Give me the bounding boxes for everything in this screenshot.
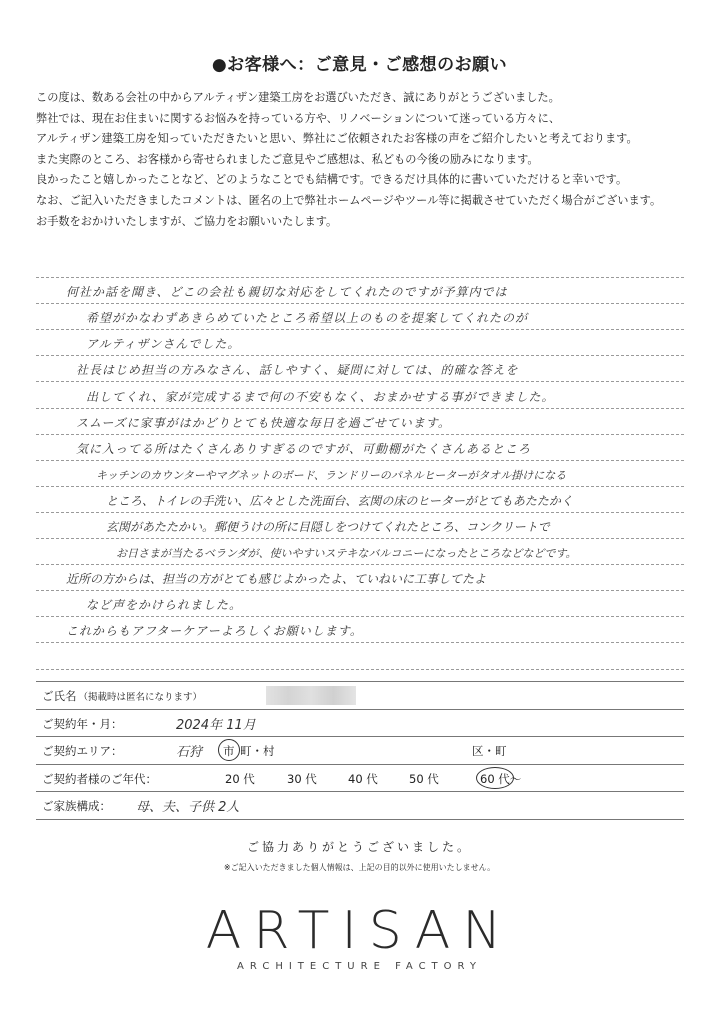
comment-line [36, 643, 684, 669]
comment-line: お日さまが当たるベランダが、使いやすいステキなバルコニーになったところなどなどです。 [36, 539, 684, 565]
selected-circle [218, 739, 240, 761]
contract-value: 2024年 11月 [176, 717, 256, 733]
age-option: 40 代 [348, 771, 378, 786]
logo-sub-text: ARCHITECTURE FACTORY [237, 961, 482, 972]
page-title: ●お客様へ：ご意見・ご感想のお願い [211, 55, 508, 75]
comment-line: 何社か話を聞き、どこの会社も親切な対応をしてくれたのですが予算内では [36, 278, 684, 304]
intro-line: お手数をおかけいたしますが、ご協力をお願いいたします。 [36, 214, 338, 228]
artisan-logo [0, 901, 719, 972]
comment-line: スムーズに家事がはかどりとても快適な毎日を過ごせています。 [36, 409, 684, 435]
comment-line: など声をかけられました。 [36, 591, 684, 617]
thanks-text: ご協力ありがとうございました。 [246, 840, 472, 854]
area-label: ご契約エリア： [42, 744, 123, 758]
comment-line [36, 252, 684, 278]
intro-line: なお、ご記入いただきましたコメントは、匿名の上で弊社ホームページやツール等に掲載させていただく場合がございます。 [36, 193, 662, 207]
area-shi: 市 [223, 744, 235, 758]
intro-line: 弊社では、現在お住まいに関するお悩みを持っている方や、リノベーションについて迷っている方々に、 [36, 111, 561, 125]
age-option: 50 代 [409, 771, 439, 786]
comment-line: アルティザンさんでした。 [36, 330, 684, 356]
contract-label: ご契約年・月： [42, 716, 123, 731]
comment-line: 出してくれ、家が完成するまで何の不安もなく、おまかせする事ができました。 [36, 382, 684, 408]
intro-text [36, 88, 696, 232]
age-option: 30 代 [287, 771, 317, 786]
logo-main-text: ARTISAN [205, 901, 514, 961]
name-label: ご氏名 （掲載時は匿名になります） [42, 689, 203, 703]
intro-line: また実際のところ、お客様から寄せられましたご意見やご感想は、私どもの今後の励みになります。 [36, 152, 539, 166]
family-row [36, 792, 684, 820]
name-note: （掲載時は匿名になります） [78, 692, 203, 703]
comment-line: ところ、トイレの手洗い、広々とした洗面台、玄関の床のヒーターがとてもあたたかく [36, 487, 684, 513]
comment-line: これからもアフターケアーよろしくお願いします。 [36, 617, 684, 643]
age-option: 20 代 [225, 771, 255, 786]
comment-line: 社長はじめ担当の方みなさん、話しやすく、疑問に対しては、的確な答えを [36, 356, 684, 382]
area-city-value: 石狩 [176, 745, 203, 760]
area-kucho: 区・町 [472, 744, 507, 758]
handwritten-comment-area [36, 252, 684, 670]
age-label: ご契約者様のご年代： [42, 771, 157, 786]
selected-circle [476, 767, 514, 789]
name-row [36, 682, 684, 710]
family-value: 母、夫、子供 2人 [136, 800, 240, 815]
intro-line: 良かったこと嬉しかったことなど、どのようなことでも結構です。できるだけ具体的に書いていただけると幸いです。 [36, 173, 628, 187]
customer-info-form [36, 681, 684, 820]
area-chomura: 町・村 [240, 744, 275, 758]
privacy-note: ※ご記入いただきました個人情報は、上記の目的以外に使用いたしません。 [223, 863, 496, 872]
intro-line: アルティザン建築工房を知っていただきたいと思い、弊社にご依頼されたお客様の声をご紹介したいと考えております。 [36, 132, 638, 146]
comment-line: 気に入ってる所はたくさんありすぎるのですが、可動棚がたくさんあるところ [36, 435, 684, 461]
comment-line: 近所の方からは、担当の方がとても感じよかったよ、ていねいに工事してたよ [36, 565, 684, 591]
intro-line: この度は、数ある会社の中からアルティザン建築工房をお選びいただき、誠にありがとうございました。 [36, 91, 560, 104]
area-row [36, 737, 684, 765]
comment-line: 玄関があたたかい。郵便うけの所に目隠しをつけてくれたところ、コンクリートで [36, 513, 684, 539]
family-label: ご家族構成： [42, 799, 111, 813]
comment-line: キッチンのカウンターやマグネットのボード、ランドリーのパネルヒーターがタオル掛けになる [36, 461, 684, 487]
comment-line: 希望がかなわずあきらめていたところ希望以上のものを提案してくれたのが [36, 304, 684, 330]
contract-row [36, 710, 684, 738]
age-option-selected: 60 代〜 [480, 771, 522, 786]
redacted-name [266, 686, 356, 705]
age-row [36, 765, 684, 793]
